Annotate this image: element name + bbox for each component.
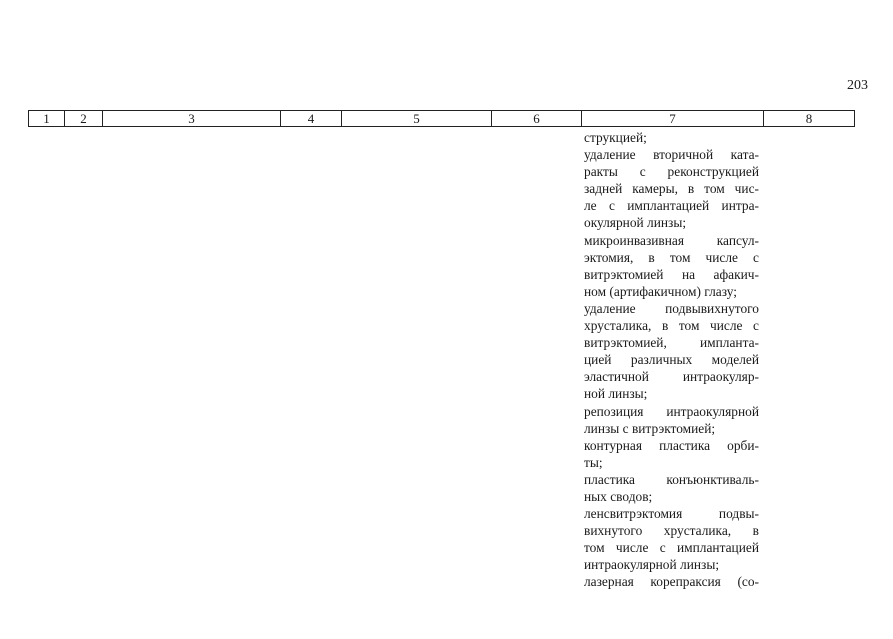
column-number-1: 1 bbox=[29, 111, 65, 126]
column-7-text-line: ле с имплантацией интра- bbox=[584, 198, 759, 214]
column-7-text-line: пластика конъюнктиваль- bbox=[584, 471, 759, 487]
column-7-text-line: эластичной интраокуляр- bbox=[584, 369, 759, 385]
column-7-text-line: репозиция интраокулярной bbox=[584, 403, 759, 419]
column-7-text-line: эктомия, в том числе с bbox=[584, 249, 759, 265]
column-number-2: 2 bbox=[65, 111, 103, 126]
page-number: 203 bbox=[847, 78, 868, 93]
column-number-7: 7 bbox=[582, 111, 764, 126]
column-7-text-line: микроинвазивная капсул- bbox=[584, 232, 759, 248]
column-7-text-line: ных сводов; bbox=[584, 488, 653, 504]
column-7-text-line: хрусталика, в том числе с bbox=[584, 318, 759, 334]
column-number-6: 6 bbox=[492, 111, 582, 126]
column-7-text-line: ном (артифакичном) глазу; bbox=[584, 283, 737, 299]
column-7-text-line: струкцией; bbox=[584, 130, 647, 145]
column-7-text-line: окулярной линзы; bbox=[584, 215, 687, 231]
column-7-text-line: линзы с витрэктомией; bbox=[584, 420, 716, 436]
column-number-4: 4 bbox=[281, 111, 342, 126]
column-7-procedure-list bbox=[584, 129, 759, 591]
column-7-text-line: витрэктомией на афакич- bbox=[584, 266, 759, 282]
column-7-text-line: удаление вторичной ката- bbox=[584, 147, 759, 163]
column-7-text-line: цией различных моделей bbox=[584, 352, 759, 368]
column-7-text-line: контурная пластика орби- bbox=[584, 437, 759, 453]
table-column-numbers-row bbox=[28, 110, 855, 127]
column-7-text-line: ленсвитрэктомия подвы- bbox=[584, 506, 759, 522]
column-number-5: 5 bbox=[342, 111, 492, 126]
column-7-text-line: вихнутого хрусталика, в bbox=[584, 523, 759, 539]
column-7-text-line: ной линзы; bbox=[584, 386, 648, 402]
column-number-3: 3 bbox=[103, 111, 281, 126]
column-7-text-line: том числе с имплантацией bbox=[584, 540, 759, 556]
column-7-text-line: задней камеры, в том чис- bbox=[584, 181, 759, 197]
column-7-text-line: интраокулярной линзы; bbox=[584, 557, 720, 573]
column-7-text-line: витрэктомией, импланта- bbox=[584, 335, 759, 351]
column-7-text-line: ракты с реконструкцией bbox=[584, 164, 759, 180]
column-7-text-line: удаление подвывихнутого bbox=[584, 300, 759, 316]
column-7-text-line: лазерная корепраксия (со- bbox=[584, 574, 759, 590]
column-7-text-line: ты; bbox=[584, 454, 603, 470]
column-number-8: 8 bbox=[805, 111, 813, 126]
